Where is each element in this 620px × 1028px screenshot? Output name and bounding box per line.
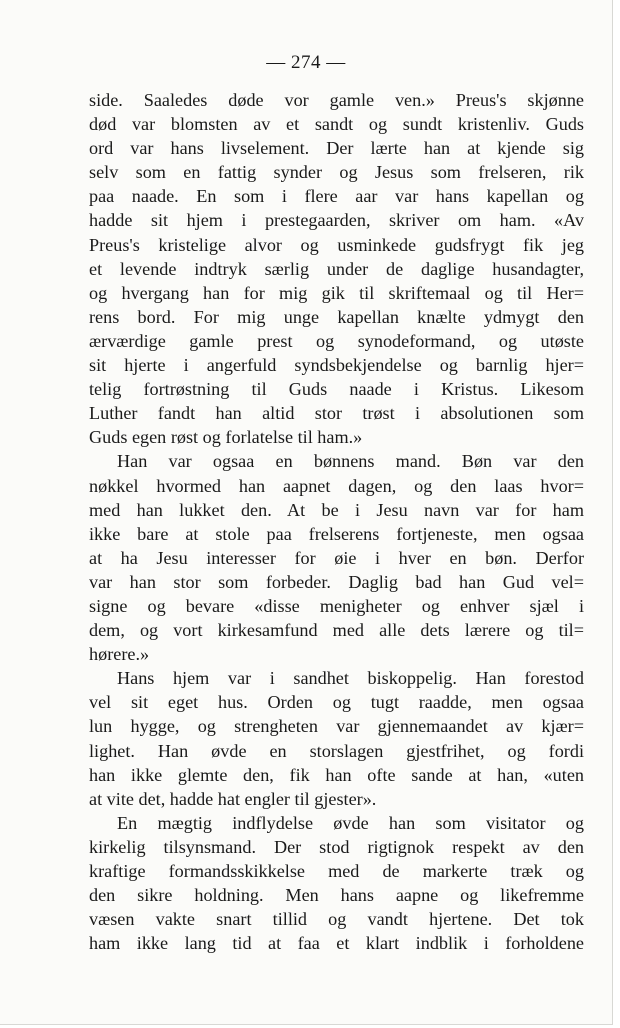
- text-line: at ha Jesu interesser for øie i hver en bøn. Derfor: [89, 547, 584, 568]
- text-line: og hvergang han for mig gik til skriftemaal og til Her=: [89, 282, 584, 303]
- text-line: lighet. Han øvde en storslagen gjestfrihet, og fordi: [89, 740, 584, 761]
- text-line: rens bord. For mig unge kapellan knælte ydmygt den: [89, 306, 584, 327]
- text-line: kirkelig tilsynsmand. Der stod rigtignok respekt av den: [89, 836, 584, 857]
- text-line: telig fortrøstning til Guds naade i Kristus. Likesom: [89, 379, 584, 400]
- text-line: paa naade. En som i flere aar var hans kapellan og: [89, 186, 584, 207]
- text-line: Luther fandt han altid stor trøst i absolutionen som: [89, 403, 584, 424]
- text-line: at vite det, hadde hat engler til gjester».: [89, 788, 377, 809]
- text-line: dem, og vort kirkesamfund med alle dets lærere og til=: [89, 620, 584, 641]
- text-line: med han lukket den. At be i Jesu navn var for ham: [89, 499, 584, 520]
- text-line: Preus's kristelige alvor og usminkede gudsfrygt fik jeg: [89, 234, 584, 255]
- text-line: et levende indtryk særlig under de daglige husandagter,: [89, 258, 584, 279]
- text-line: signe og bevare «disse menigheter og enhver sjæl i: [89, 595, 584, 616]
- text-line: ord var hans livselement. Der lærte han at kjende sig: [89, 138, 584, 159]
- text-line: den sikre holdning. Men hans aapne og likefremme: [89, 885, 584, 906]
- text-line: sit hjerte i angerfuld syndsbekjendelse og barnlig hjer=: [89, 355, 584, 376]
- text-line: kraftige formandsskikkelse med de markerte træk og: [89, 861, 584, 881]
- text-line: side. Saaledes døde vor gamle ven.» Preus's skjønne: [89, 90, 584, 110]
- text-line: væsen vakte snart tillid og vandt hjertene. Det tok: [89, 909, 584, 930]
- text-line: død var blomsten av et sandt og sundt kristenliv. Guds: [89, 114, 584, 135]
- text-line: Han var ogsaa en bønnens mand. Bøn var den: [117, 451, 584, 472]
- text-line: nøkkel hvormed han aapnet dagen, og den laas hvor=: [89, 475, 584, 496]
- text-line: hadde sit hjem i prestegaarden, skriver om ham. «Av: [89, 210, 584, 231]
- body-text: [89, 88, 584, 955]
- text-line: lun hygge, og strengheten var gjennemaandet av kjær=: [89, 716, 584, 737]
- text-line: ham ikke lang tid at faa et klart indblik i forholdene: [89, 933, 584, 954]
- text-line: var han stor som forbeder. Daglig bad han Gud vel=: [89, 571, 584, 592]
- text-line: ikke bare at stole paa frelserens fortjeneste, men ogsaa: [89, 523, 584, 544]
- text-line: selv som en fattig synder og Jesus som frelseren, rik: [89, 162, 584, 183]
- text-line: Hans hjem var i sandhet biskoppelig. Han forestod: [117, 668, 584, 689]
- text-line: Guds egen røst og forlatelse til ham.»: [89, 427, 363, 448]
- text-line: En mægtig indflydelse øvde han som visitator og: [117, 812, 584, 833]
- text-line: han ikke glemte den, fik han ofte sande at han, «uten: [89, 764, 584, 785]
- page-number: — 274 —: [266, 52, 346, 73]
- text-line: hørere.»: [89, 644, 150, 665]
- text-line: ærværdige gamle prest og synodeformand, og utøste: [89, 330, 584, 351]
- text-line: vel sit eget hus. Orden og tugt raadde, men ogsaa: [89, 692, 584, 713]
